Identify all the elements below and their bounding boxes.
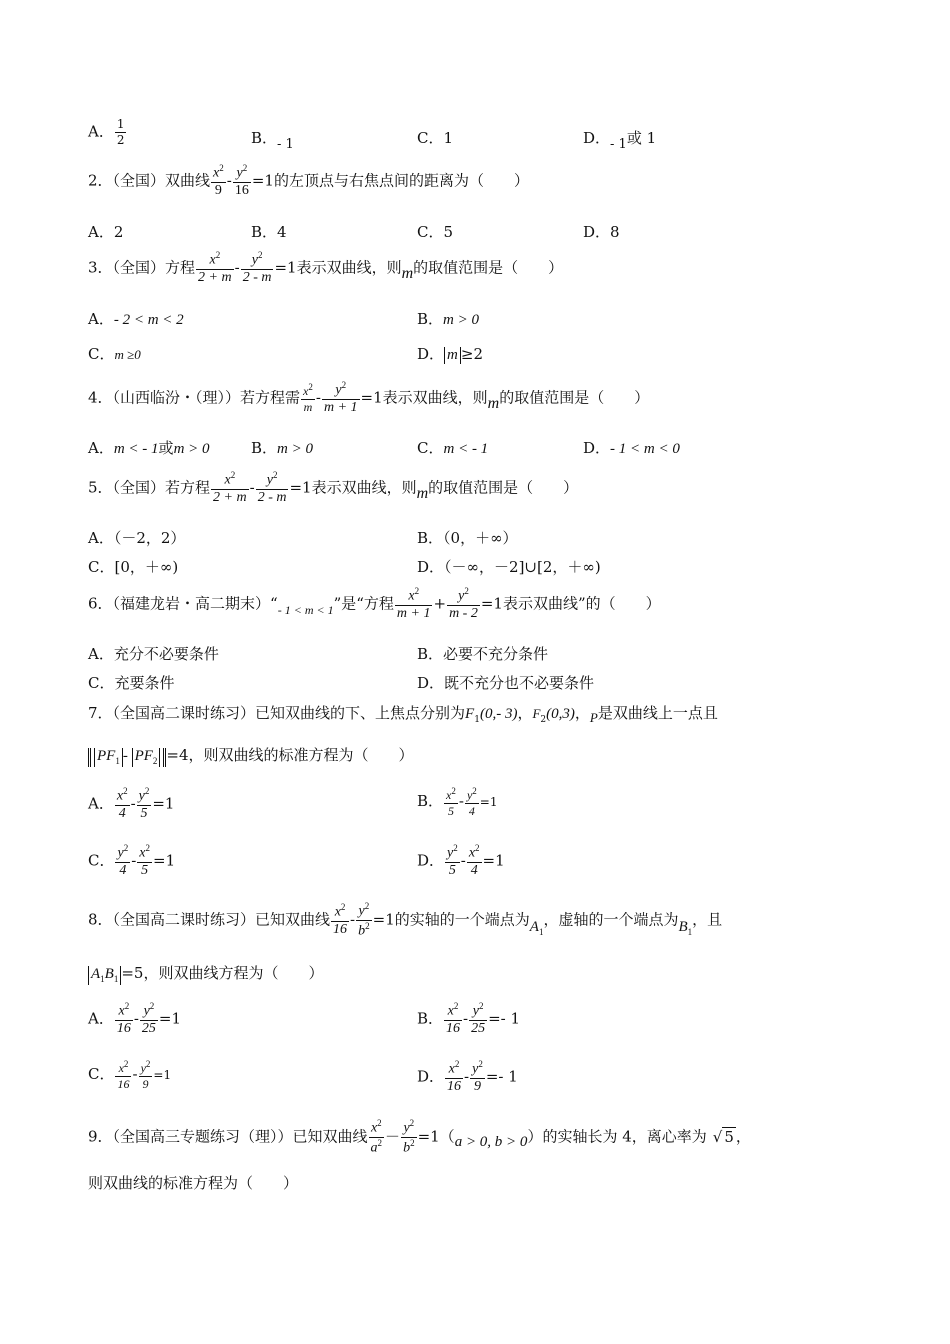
- q7-stem-line1: 7．（全国高二课时练习）已知双曲线的下、上焦点分别为$F_1(0,-$ 3)，$F_2(0,3)$，P是双曲线上一点且: [88, 704, 718, 725]
- q1-option-c: C．1: [417, 129, 454, 147]
- q5-option-d: D．（－∞，－2]∪[2，＋∞): [417, 558, 601, 576]
- q9-stem-line2: 则双曲线的标准方程为（ ）: [88, 1174, 299, 1192]
- q1-option-d: D．- 1或 1: [583, 129, 657, 152]
- q2-x-fraction: $\frac{x^2}{9}$: [213, 163, 224, 198]
- q4-stem: 4．（山西临汾・（理））若方程需 $\frac{x^2}{m}$ - $\frac{y^2}{m + 1}$ =1表示双曲线，则m的取值范围是（ ）: [88, 380, 650, 415]
- q5-option-a: A．（－2，2）: [88, 529, 186, 547]
- q8-option-c: C． $\frac{x^2}{16}$ - $\frac{y^2}{9}$ =1: [88, 1059, 172, 1091]
- q6-option-a: A．充分不必要条件: [88, 645, 219, 663]
- q7-option-d: D． $\frac{y^2}{5}$ - $\frac{x^2}{4}$ =1: [417, 843, 505, 878]
- q6-option-c: C．充要条件: [88, 674, 175, 692]
- q2-option-b: B．4: [251, 223, 287, 241]
- q2-stem: 2．（全国）双曲线 $\frac{x^2}{9}$ - $\frac{y^2}{16}$ =1的左顶点与右焦点间的距离为（ ）: [88, 163, 529, 198]
- q5-option-c: C．[0，＋∞): [88, 558, 179, 576]
- q8-option-a: A． $\frac{x^2}{16}$ - $\frac{y^2}{25}$ =1: [88, 1001, 182, 1036]
- q3-option-b: B．m > 0: [417, 310, 479, 328]
- q3-option-d: D． m ≥2: [417, 345, 483, 363]
- q6-stem: 6．（福建龙岩・高二期末）“$_{- 1 < m < 1}$”是“方程 $\frac{x^2}{m + 1}$ + $\frac{y^2}{m - 2}$ =1表示双曲线”的（ ）: [88, 586, 661, 621]
- q5-stem: 5．（全国）若方程 $\frac{x^2}{2 + m}$ - $\frac{y^2}{2 - m}$ =1表示双曲线，则m的取值范围是（ ）: [88, 470, 579, 505]
- q3-stem: 3．（全国）方程 $\frac{x^2}{2 + m}$ - $\frac{y^2}{2 - m}$ =1表示双曲线，则m的取值范围是（ ）: [88, 250, 564, 285]
- q1-option-a: A． $\frac{1}{2}$: [88, 117, 125, 147]
- sqrt5: √ 5: [712, 1127, 734, 1146]
- q7-option-c: C． $\frac{y^2}{4}$ - $\frac{x^2}{5}$ =1: [88, 843, 176, 878]
- q7-stem-line2: $PF_1 - PF_2 =4$，则双曲线的标准方程为（ ）: [88, 744, 414, 767]
- q3-option-c: C．m ≥0: [88, 345, 141, 363]
- q7-option-b: B． $\frac{x^2}{5}$ - $\frac{y^2}{4}$ =1: [417, 786, 498, 818]
- q4-option-d: D．- 1 < m < 0: [583, 439, 680, 457]
- q8-option-b: B． $\frac{x^2}{16}$ - $\frac{y^2}{25}$ =- 1: [417, 1001, 521, 1036]
- q4-option-a: A．m < - 1或m > 0: [88, 439, 210, 457]
- q7-option-a: A． $\frac{x^2}{4}$ - $\frac{y^2}{5}$ =1: [88, 786, 175, 821]
- q3-option-a: A．- 2 < m < 2: [88, 310, 184, 328]
- q2-y-fraction: $\frac{y^2}{16}$: [234, 163, 249, 198]
- q1-option-b: B．- 1: [251, 129, 294, 152]
- q2-option-a: A．2: [88, 223, 124, 241]
- q9-stem-line1: 9．（全国高三专题练习（理））已知双曲线 $\frac{x^2}{a^2}$ － $\frac{y^2}{b^2}$ =1（a > 0, b > 0）的实轴长为 4，离心率为 √ 5 ，: [88, 1118, 751, 1156]
- q2-option-c: C．5: [417, 223, 454, 241]
- q5-option-b: B．（0，＋∞）: [417, 529, 518, 547]
- q8-stem-line1: 8．（全国高二课时练习）已知双曲线 $\frac{x^2}{16}$ - $\frac{y^2}{b^2}$ =1的实轴的一个端点为$A_1$，虚轴的一个端点为$B_1$，且: [88, 901, 723, 939]
- q4-option-c: C．m < - 1: [417, 439, 489, 457]
- q4-option-b: B．m > 0: [251, 439, 313, 457]
- q8-stem-line2: $A_1B_1 =5$，则双曲线方程为（ ）: [88, 962, 323, 985]
- q6-option-b: B．必要不充分条件: [417, 645, 549, 663]
- q6-option-d: D．既不充分也不必要条件: [417, 674, 595, 692]
- q2-option-d: D．8: [583, 223, 620, 241]
- q8-option-d: D． $\frac{x^2}{16}$ - $\frac{y^2}{9}$ =- 1: [417, 1059, 518, 1094]
